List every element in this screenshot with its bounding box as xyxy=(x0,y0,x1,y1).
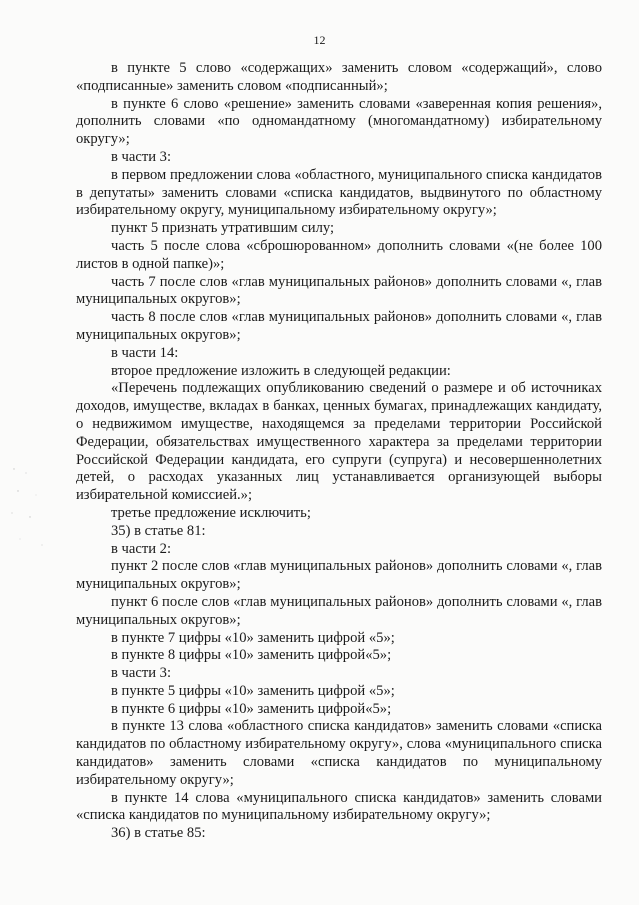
paragraph-18: в пункте 8 цифры «10» заменить цифрой«5»; xyxy=(111,647,392,664)
paragraph-17: в пункте 7 цифры «10» заменить цифрой «5»; xyxy=(111,629,395,646)
paragraph-11: «Перечень подлежащих опубликованию сведений о размере и об источниках доходов, имуществе, вкладах в банках, ценных бумагах, принадлежащих кандидату, о недвижимом имуществе, находящемся за пределами территории Российской Федерации, обязательствах имущественного характера за пределами территории Российской Федерации кандидата, его супруги (супруга) и несовершеннолетних детей, о расходах указанных лиц устанавливается организующей выборы избирательной комиссией.»; xyxy=(76,380,602,504)
paragraph-7: часть 7 после слов «глав муниципальных районов» дополнить словами «, глав муниципальных округов»; xyxy=(76,273,602,308)
paragraph-23: в пункте 14 слова «муниципального списка кандидатов» заменить словами «списка кандидатов по муниципальному избирательному округу»; xyxy=(76,789,602,824)
document-body xyxy=(76,60,602,843)
paragraph-19: в части 3: xyxy=(111,665,172,682)
scan-noise xyxy=(6,455,66,575)
paragraph-6: часть 5 после слова «сброшюрованном» дополнить словами «(не более 100 листов в одной папке)»; xyxy=(76,237,602,272)
paragraph-13: 35) в статье 81: xyxy=(111,522,206,539)
paragraph-24: 36) в статье 85: xyxy=(111,825,206,842)
paragraph-3: в части 3: xyxy=(111,148,172,165)
paragraph-5: пункт 5 признать утратившим силу; xyxy=(111,220,335,237)
paragraph-2: в пункте 6 слово «решение» заменить словами «заверенная копия решения», дополнить словами «по одномандатному (многомандатному) избирательному округу»; xyxy=(76,95,602,148)
paragraph-15: пункт 2 после слов «глав муниципальных районов» дополнить словами «, глав муниципальных округов»; xyxy=(76,558,602,593)
paragraph-9: в части 14: xyxy=(111,344,179,361)
paragraph-16: пункт 6 после слов «глав муниципальных районов» дополнить словами «, глав муниципальных округов»; xyxy=(76,593,602,628)
paragraph-12: третье предложение исключить; xyxy=(111,504,311,521)
paragraph-1: в пункте 5 слово «содержащих» заменить словом «содержащий», слово «подписанные» заменить словом «подписанный»; xyxy=(76,60,602,94)
paragraph-22: в пункте 13 слова «областного списка кандидатов» заменить словами «списка кандидатов по областному избирательному округу», слова «муниципального списка кандидатов» заменить словами «списка кандидатов по муниципальному избирательному округу»; xyxy=(76,718,602,788)
paragraph-4: в первом предложении слова «областного, муниципального списка кандидатов в депутаты» заменить словами «списка кандидатов, выдвинутого по областному избирательному округу, муниципальному избирательному округу»; xyxy=(76,166,602,219)
paragraph-8: часть 8 после слов «глав муниципальных районов» дополнить словами «, глав муниципальных округов»; xyxy=(76,309,602,343)
paragraph-20: в пункте 5 цифры «10» заменить цифрой «5»; xyxy=(111,682,395,699)
page-number: 12 xyxy=(313,33,326,47)
paragraph-14: в части 2: xyxy=(111,540,172,557)
paragraph-21: в пункте 6 цифры «10» заменить цифрой«5»; xyxy=(111,700,392,717)
paragraph-10: второе предложение изложить в следующей редакции: xyxy=(111,362,451,379)
